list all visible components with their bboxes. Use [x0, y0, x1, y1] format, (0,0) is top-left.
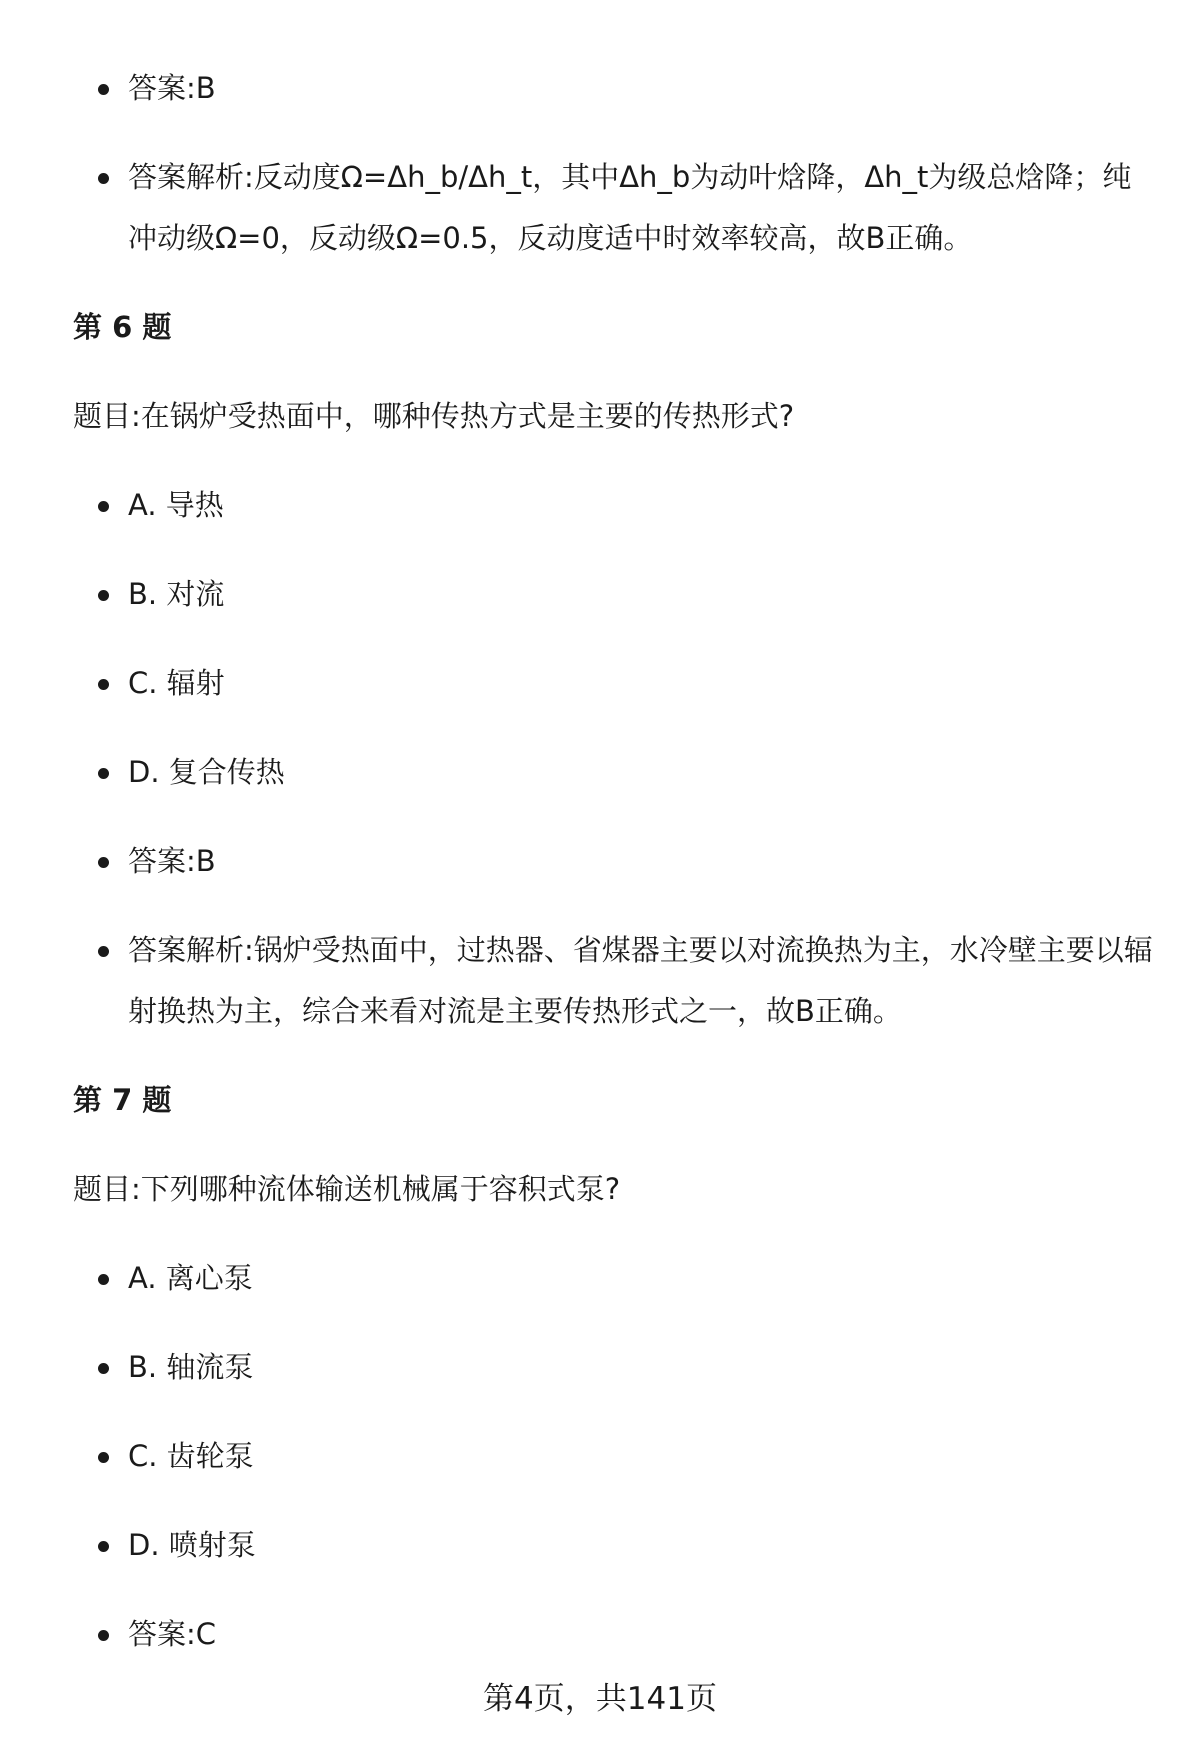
q7-answer: 答案:C [128, 1604, 1158, 1665]
q6-heading: 第 6 题 [73, 310, 172, 344]
q7-question: 题目:下列哪种流体输送机械属于容积式泵? [73, 1172, 621, 1206]
q7-option-b: B. 轴流泵 [128, 1337, 1158, 1398]
q7-heading: 第 7 题 [73, 1083, 172, 1117]
q7-option-d: D. 喷射泵 [128, 1515, 1158, 1576]
q7-option-c: C. 齿轮泵 [128, 1426, 1158, 1487]
q6-answer: 答案:B [128, 831, 1158, 892]
q5-explanation: 答案解析:反动度Ω=Δh_b/Δh_t，其中Δh_b为动叶焓降，Δh_t为级总焓降；纯冲动级Ω=0，反动级Ω=0.5，反动度适中时效率较高，故B正确。 [128, 147, 1158, 269]
page-footer: 第4页，共141页 [483, 1681, 717, 1717]
q7-option-a: A. 离心泵 [128, 1248, 1158, 1309]
q6-explanation: 答案解析:锅炉受热面中，过热器、省煤器主要以对流换热为主，水冷壁主要以辐射换热为主，综合来看对流是主要传热形式之一，故B正确。 [128, 920, 1158, 1042]
q6-option-c: C. 辐射 [128, 653, 1158, 714]
q6-question: 题目:在锅炉受热面中，哪种传热方式是主要的传热形式? [73, 399, 795, 433]
q6-option-d: D. 复合传热 [128, 742, 1158, 803]
q5-answer: 答案:B [128, 58, 1158, 119]
q6-option-a: A. 导热 [128, 475, 1158, 536]
q6-option-b: B. 对流 [128, 564, 1158, 625]
